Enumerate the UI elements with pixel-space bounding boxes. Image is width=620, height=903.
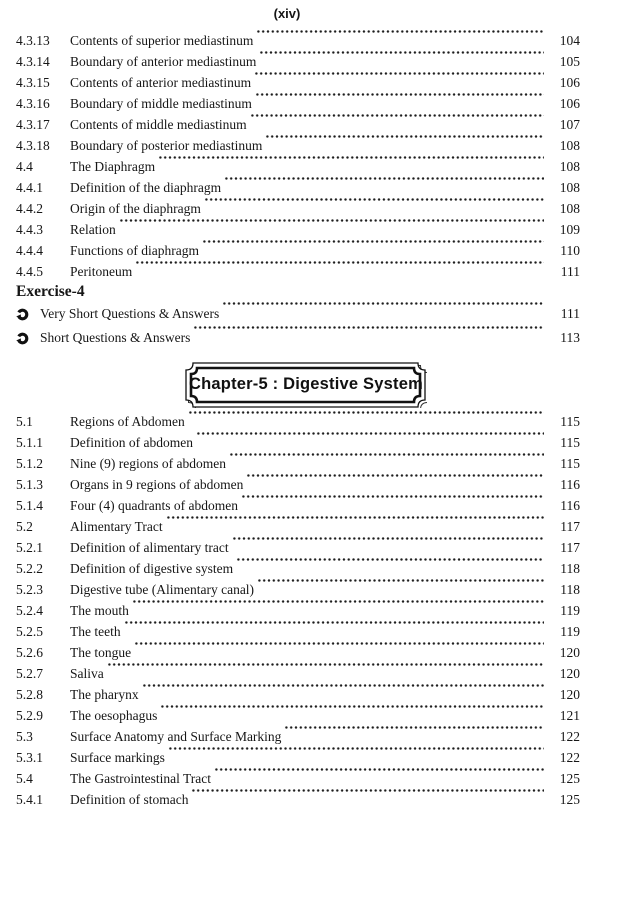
- toc-row: [16, 30, 580, 51]
- toc-entry-number: 5.2.2: [16, 561, 43, 576]
- toc-row: [16, 747, 580, 768]
- toc-entry-number: 5.3: [16, 729, 33, 744]
- toc-entry-number: 5.1.2: [16, 456, 43, 471]
- toc-entry-number: 5.3.1: [16, 750, 43, 765]
- toc-row: [16, 579, 580, 600]
- toc-entry-title: The mouth: [70, 603, 129, 618]
- dot-leader: [193, 326, 544, 350]
- dot-leader: [158, 156, 544, 177]
- dot-leader: [188, 411, 544, 432]
- toc-entry-number: 4.4.4: [16, 243, 43, 258]
- toc-entry-title: Saliva: [70, 666, 104, 681]
- toc-row: [16, 240, 580, 261]
- toc-entry-number: 4.4.5: [16, 264, 43, 279]
- toc-entry-page: 106: [559, 96, 580, 111]
- chapter-banner: [185, 362, 427, 408]
- toc-row: [16, 663, 580, 684]
- dot-leader: [119, 219, 544, 240]
- toc-entry-title: Definition of stomach: [70, 792, 189, 807]
- toc-entry-number: 5.2.8: [16, 687, 43, 702]
- dot-leader: [214, 768, 544, 789]
- toc-entry-page: 121: [559, 708, 580, 723]
- dot-leader: [284, 726, 544, 747]
- dot-leader: [124, 621, 544, 642]
- dot-leader: [255, 93, 544, 114]
- toc-entry-page: 108: [559, 138, 580, 153]
- dot-leader: [196, 432, 544, 453]
- toc-entry-page: 125: [559, 792, 580, 807]
- toc-entry-page: 120: [559, 687, 580, 702]
- toc-entry-title: The Diaphragm: [70, 159, 156, 174]
- toc-entry-page: 106: [559, 75, 580, 90]
- toc-row: [16, 705, 580, 726]
- dot-leader: [256, 30, 544, 51]
- dot-leader: [254, 72, 544, 93]
- toc-entry-number: 4.3.15: [16, 75, 50, 90]
- toc-entry-title: The Gastrointestinal Tract: [70, 771, 211, 786]
- toc-entry-title: Digestive tube (Alimentary canal): [70, 582, 255, 597]
- dot-leader: [168, 747, 544, 768]
- dot-leader: [222, 302, 544, 326]
- toc-entry-title: The pharynx: [70, 687, 139, 702]
- toc-entry-page: 115: [560, 414, 580, 429]
- toc-entry-number: 5.2.1: [16, 540, 43, 555]
- toc-row: [16, 789, 580, 810]
- toc-row: [16, 768, 580, 789]
- toc-row: [16, 453, 580, 474]
- toc-entry-title: Definition of abdomen: [70, 435, 193, 450]
- dot-leader: [232, 537, 544, 558]
- toc-entry-title: The tongue: [70, 645, 132, 660]
- toc-entry-title: Relation: [70, 222, 116, 237]
- toc-row: [16, 93, 580, 114]
- toc-row: [16, 51, 580, 72]
- toc-entry-number: 5.1.1: [16, 435, 43, 450]
- toc-entry-title: Contents of middle mediastinum: [70, 117, 247, 132]
- toc-entry-number: 4.4.2: [16, 201, 43, 216]
- toc-entry-page: 119: [560, 603, 580, 618]
- toc-entry-page: 122: [559, 729, 580, 744]
- toc-row: [16, 135, 580, 156]
- toc-entry-title: Definition of the diaphragm: [70, 180, 222, 195]
- toc-entry-page: 104: [559, 33, 580, 48]
- exercise-item-page: 111: [560, 306, 580, 321]
- exercise-list: [16, 302, 580, 350]
- dot-leader: [135, 261, 544, 282]
- toc-row: [16, 537, 580, 558]
- toc-row: [16, 432, 580, 453]
- toc-row: [16, 72, 580, 93]
- toc-entry-title: Origin of the diaphragm: [70, 201, 201, 216]
- toc-entry-page: 120: [559, 666, 580, 681]
- toc-entry-number: 5.2.4: [16, 603, 43, 618]
- exercise-list-item: [16, 326, 580, 350]
- dot-leader: [241, 495, 544, 516]
- toc-entry-title: Boundary of middle mediastinum: [70, 96, 252, 111]
- dot-leader: [229, 453, 544, 474]
- toc-entry-title: Nine (9) regions of abdomen: [70, 456, 226, 471]
- toc-entry-number: 5.4: [16, 771, 33, 786]
- toc-entry-title: Organs in 9 regions of abdomen: [70, 477, 244, 492]
- dot-leader: [246, 474, 544, 495]
- toc-entry-number: 5.2.6: [16, 645, 43, 660]
- toc-entry-number: 5.2: [16, 519, 33, 534]
- toc-entry-title: The teeth: [70, 624, 121, 639]
- toc-entry-page: 108: [559, 159, 580, 174]
- toc-entry-number: 5.2.3: [16, 582, 43, 597]
- toc-entry-title: Functions of diaphragm: [70, 243, 199, 258]
- curved-arrow-bullet-icon: [16, 308, 29, 321]
- toc-row: [16, 198, 580, 219]
- dot-leader: [259, 51, 544, 72]
- exercise-item-title: Short Questions & Answers: [40, 330, 191, 345]
- toc-entry-title: Peritoneum: [70, 264, 133, 279]
- toc-entry-page: 111: [560, 264, 580, 279]
- toc-entry-title: Four (4) quadrants of abdomen: [70, 498, 238, 513]
- toc-entry-title: Surface Anatomy and Surface Marking: [70, 729, 282, 744]
- toc-entry-number: 5.1: [16, 414, 33, 429]
- dot-leader: [107, 663, 544, 684]
- exercise-list-item: [16, 302, 580, 326]
- toc-entry-page: 119: [560, 624, 580, 639]
- toc-row: [16, 411, 580, 432]
- toc-entry-title: Contents of anterior mediastinum: [70, 75, 252, 90]
- toc-row: [16, 642, 580, 663]
- toc-entry-number: 5.2.9: [16, 708, 43, 723]
- toc-entry-page: 117: [560, 540, 580, 555]
- toc-section-chapter5: [16, 411, 580, 810]
- dot-leader: [224, 177, 544, 198]
- toc-row: [16, 177, 580, 198]
- page-number-header: (xiv): [273, 6, 301, 21]
- toc-entry-title: Definition of digestive system: [70, 561, 234, 576]
- toc-row: [16, 600, 580, 621]
- toc-entry-page: 108: [559, 201, 580, 216]
- toc-entry-number: 4.3.17: [16, 117, 50, 132]
- toc-row: [16, 261, 580, 282]
- toc-entry-page: 116: [560, 477, 580, 492]
- toc-entry-title: Alimentary Tract: [70, 519, 163, 534]
- dot-leader: [265, 135, 544, 156]
- toc-entry-number: 4.3.16: [16, 96, 50, 111]
- toc-entry-number: 5.4.1: [16, 792, 43, 807]
- toc-entry-page: 117: [560, 519, 580, 534]
- dot-leader: [160, 705, 544, 726]
- toc-entry-page: 118: [560, 582, 580, 597]
- dot-leader: [202, 240, 544, 261]
- toc-entry-page: 118: [560, 561, 580, 576]
- toc-entry-number: 4.4.1: [16, 180, 43, 195]
- toc-entry-number: 5.2.7: [16, 666, 43, 681]
- dot-leader: [204, 198, 544, 219]
- exercise-item-page: 113: [560, 330, 580, 345]
- toc-row: [16, 621, 580, 642]
- dot-leader: [257, 579, 544, 600]
- exercise-item-title: Very Short Questions & Answers: [40, 306, 220, 321]
- toc-entry-page: 115: [560, 435, 580, 450]
- toc-row: [16, 558, 580, 579]
- toc-entry-title: Contents of superior mediastinum: [70, 33, 254, 48]
- toc-entry-number: 5.2.5: [16, 624, 43, 639]
- toc-section-chapter4: [16, 30, 580, 282]
- toc-entry-number: 4.3.13: [16, 33, 50, 48]
- toc-entry-title: Definition of alimentary tract: [70, 540, 229, 555]
- toc-entry-number: 4.4.3: [16, 222, 43, 237]
- chapter-banner-title: Chapter-5 : Digestive System: [189, 375, 423, 393]
- toc-entry-title: Boundary of posterior mediastinum: [70, 138, 263, 153]
- toc-entry-page: 109: [559, 222, 580, 237]
- toc-entry-page: 116: [560, 498, 580, 513]
- toc-entry-title: Regions of Abdomen: [70, 414, 185, 429]
- dot-leader: [191, 789, 544, 810]
- toc-entry-page: 115: [560, 456, 580, 471]
- dot-leader: [236, 558, 544, 579]
- toc-row: [16, 726, 580, 747]
- toc-entry-title: Surface markings: [70, 750, 165, 765]
- toc-entry-number: 4.3.18: [16, 138, 50, 153]
- dot-leader: [132, 600, 544, 621]
- dot-leader: [166, 516, 544, 537]
- toc-entry-title: The oesophagus: [70, 708, 158, 723]
- toc-entry-page: 110: [560, 243, 580, 258]
- toc-entry-page: 105: [559, 54, 580, 69]
- toc-row: [16, 516, 580, 537]
- curved-arrow-bullet-icon: [16, 332, 29, 345]
- exercise-heading: Exercise-4: [16, 283, 85, 300]
- dot-leader: [134, 642, 544, 663]
- toc-entry-title: Boundary of anterior mediastinum: [70, 54, 257, 69]
- toc-entry-number: 5.1.4: [16, 498, 43, 513]
- toc-entry-number: 5.1.3: [16, 477, 43, 492]
- toc-entry-page: 108: [559, 180, 580, 195]
- toc-entry-number: 4.4: [16, 159, 33, 174]
- toc-row: [16, 474, 580, 495]
- toc-row: [16, 219, 580, 240]
- toc-entry-number: 4.3.14: [16, 54, 50, 69]
- toc-entry-page: 120: [559, 645, 580, 660]
- toc-row: [16, 156, 580, 177]
- toc-entry-page: 125: [559, 771, 580, 786]
- toc-row: [16, 684, 580, 705]
- toc-entry-page: 107: [559, 117, 580, 132]
- dot-leader: [250, 114, 544, 135]
- dot-leader: [142, 684, 544, 705]
- toc-entry-page: 122: [559, 750, 580, 765]
- toc-row: [16, 114, 580, 135]
- toc-row: [16, 495, 580, 516]
